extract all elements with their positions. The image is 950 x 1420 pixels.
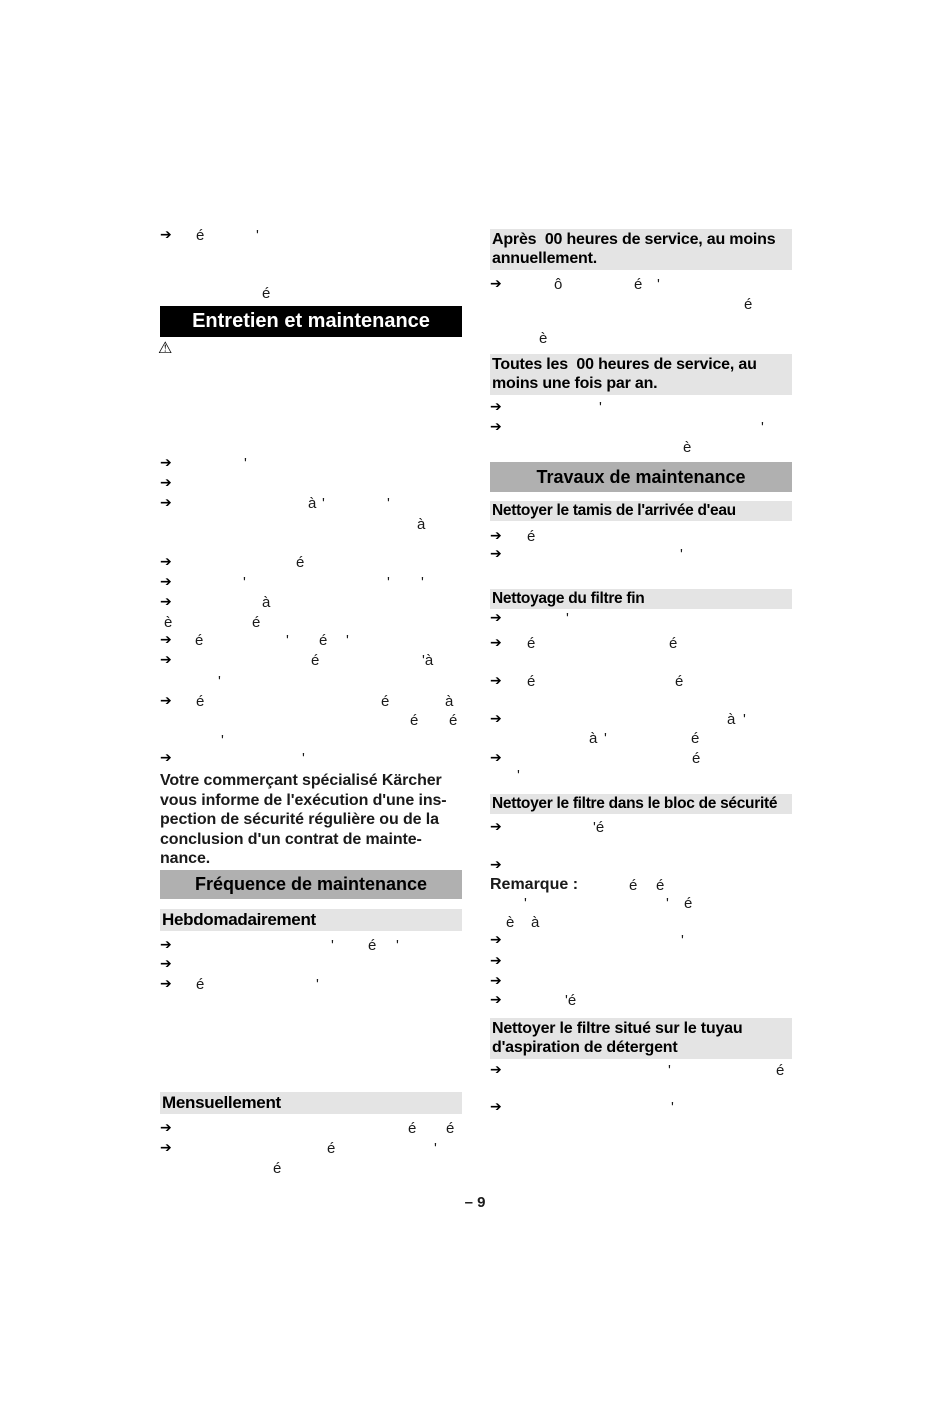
paragraph-line: pection de sécurité régulière ou de la — [160, 811, 439, 828]
arrow-bullet-icon: ➔ — [160, 652, 172, 668]
warning-icon: ⚠ — [158, 340, 173, 357]
section-header-travaux: Travaux de maintenance — [490, 462, 792, 492]
arrow-bullet-icon: ➔ — [490, 276, 502, 292]
arrow-bullet-icon: ➔ — [490, 399, 502, 415]
text-fragment: é — [656, 877, 665, 894]
paragraph-line: vous informe de l'exécution d'une ins- — [160, 791, 447, 809]
arrow-bullet-icon: ➔ — [160, 1120, 172, 1136]
text-fragment: ' — [671, 1099, 674, 1116]
text-fragment: ' — [322, 495, 325, 512]
section-header-frequence: Fréquence de maintenance — [160, 870, 462, 899]
arrow-bullet-icon: ➔ — [160, 594, 172, 610]
text-fragment: ' — [218, 673, 221, 690]
subsection-header-bloc-securite: Nettoyer le filtre dans le bloc de sécurité — [490, 794, 792, 814]
arrow-bullet-icon: ➔ — [160, 574, 172, 590]
text-fragment: é — [410, 712, 419, 729]
arrow-bullet-icon: ➔ — [490, 1099, 502, 1115]
subsection-box-line: Nettoyer le filtre situé sur le tuyau — [492, 1020, 743, 1037]
text-fragment: ' — [421, 574, 424, 591]
text-fragment: é — [311, 652, 320, 669]
text-fragment: é — [691, 730, 700, 747]
interval-box-apres — [490, 229, 792, 270]
text-fragment: é — [408, 1120, 417, 1137]
text-fragment: à — [445, 693, 454, 710]
arrow-bullet-icon: ➔ — [160, 937, 172, 953]
text-fragment: ' — [668, 1062, 671, 1079]
text-fragment: ' — [302, 750, 305, 767]
text-fragment: à — [531, 914, 540, 931]
text-fragment: é — [776, 1062, 785, 1079]
section-header-entretien: Entretien et maintenance — [160, 306, 462, 337]
text-fragment: è — [164, 614, 173, 631]
arrow-bullet-icon: ➔ — [160, 475, 172, 491]
text-fragment: é — [196, 227, 205, 244]
paragraph-line: Votre commerçant spécialisé Kärcher — [160, 772, 442, 789]
subsection-header-tamis: Nettoyer le tamis de l'arrivée d'eau — [490, 501, 792, 521]
text-fragment: é — [449, 712, 458, 729]
text-fragment: 'é — [593, 819, 605, 836]
text-fragment: ' — [387, 495, 390, 512]
text-fragment: é — [692, 750, 701, 767]
text-fragment: ' — [666, 895, 669, 912]
text-fragment: à — [308, 495, 317, 512]
interval-box-line: Après 00 heures de service, au moins — [492, 231, 776, 248]
subsection-header-hebdomadairement: Hebdomadairement — [160, 909, 462, 931]
arrow-bullet-icon: ➔ — [490, 932, 502, 948]
text-fragment: ' — [256, 227, 259, 244]
arrow-bullet-icon: ➔ — [160, 227, 172, 243]
arrow-bullet-icon: ➔ — [490, 419, 502, 435]
text-fragment: é — [273, 1160, 282, 1177]
text-fragment: é — [669, 635, 678, 652]
arrow-bullet-icon: ➔ — [490, 1062, 502, 1078]
text-fragment: ' — [286, 632, 289, 649]
text-fragment: à — [727, 711, 736, 728]
text-fragment: ' — [761, 419, 764, 436]
arrow-bullet-icon: ➔ — [160, 632, 172, 648]
text-fragment: ' — [396, 937, 399, 954]
arrow-bullet-icon: ➔ — [490, 973, 502, 989]
text-fragment: ' — [331, 937, 334, 954]
subsection-box-line: d'aspiration de détergent — [492, 1039, 678, 1056]
text-fragment: ' — [657, 276, 660, 293]
arrow-bullet-icon: ➔ — [160, 554, 172, 570]
subsection-box-tuyau — [490, 1018, 792, 1059]
text-fragment: é — [196, 976, 205, 993]
arrow-bullet-icon: ➔ — [490, 750, 502, 766]
arrow-bullet-icon: ➔ — [160, 1140, 172, 1156]
text-fragment: ô — [554, 276, 563, 293]
arrow-bullet-icon: ➔ — [160, 956, 172, 972]
text-fragment: é — [629, 877, 638, 894]
text-fragment: ' — [243, 574, 246, 591]
text-fragment: 'é — [565, 992, 577, 1009]
arrow-bullet-icon: ➔ — [490, 610, 502, 626]
text-fragment: é — [744, 296, 753, 313]
paragraph-line: conclusion d'un contrat de mainte- — [160, 830, 422, 848]
paragraph-line: nance. — [160, 850, 211, 867]
interval-box-line: Toutes les 00 heures de service, au — [492, 356, 757, 373]
text-fragment: é — [527, 528, 536, 545]
text-fragment: é — [381, 693, 390, 710]
text-fragment: 'à — [422, 652, 434, 669]
text-fragment: é — [195, 632, 204, 649]
text-fragment: ' — [316, 976, 319, 993]
text-fragment: é — [527, 635, 536, 652]
text-fragment: è — [683, 439, 692, 456]
text-fragment: ' — [680, 546, 683, 563]
text-fragment: ' — [743, 711, 746, 728]
text-fragment: ' — [681, 932, 684, 949]
arrow-bullet-icon: ➔ — [490, 857, 502, 873]
interval-box-line: moins une fois par an. — [492, 375, 658, 392]
text-fragment: à — [262, 594, 271, 611]
text-fragment: ' — [346, 632, 349, 649]
text-fragment: é — [252, 614, 261, 631]
arrow-bullet-icon: ➔ — [160, 976, 172, 992]
text-fragment: é — [684, 895, 693, 912]
arrow-bullet-icon: ➔ — [490, 711, 502, 727]
text-fragment: é — [196, 693, 205, 710]
text-fragment: ' — [434, 1140, 437, 1157]
arrow-bullet-icon: ➔ — [490, 673, 502, 689]
interval-box-line: annuellement. — [492, 250, 597, 267]
text-fragment: ' — [244, 455, 247, 472]
arrow-bullet-icon: ➔ — [160, 455, 172, 471]
arrow-bullet-icon: ➔ — [490, 528, 502, 544]
text-fragment: ' — [604, 730, 607, 747]
text-fragment: è — [539, 330, 548, 347]
arrow-bullet-icon: ➔ — [490, 635, 502, 651]
arrow-bullet-icon: ➔ — [160, 693, 172, 709]
text-fragment: ' — [599, 399, 602, 416]
arrow-bullet-icon: ➔ — [160, 750, 172, 766]
subsection-header-filtre-fin: Nettoyage du filtre fin — [490, 589, 792, 609]
text-fragment: é — [527, 673, 536, 690]
remarque-label: Remarque : — [490, 876, 579, 893]
arrow-bullet-icon: ➔ — [490, 953, 502, 969]
page-number: – 9 — [464, 1194, 486, 1211]
interval-box-toutes — [490, 354, 792, 395]
text-fragment: è — [506, 914, 515, 931]
text-fragment: é — [368, 937, 377, 954]
text-fragment: é — [634, 276, 643, 293]
text-fragment: ' — [387, 574, 390, 591]
text-fragment: ' — [517, 767, 520, 784]
text-fragment: à — [589, 730, 598, 747]
text-fragment: é — [446, 1120, 455, 1137]
text-fragment: ' — [566, 610, 569, 627]
text-fragment: é — [296, 554, 305, 571]
arrow-bullet-icon: ➔ — [490, 819, 502, 835]
text-fragment: à — [417, 516, 426, 533]
subsection-header-mensuellement: Mensuellement — [160, 1092, 462, 1114]
text-fragment: é — [327, 1140, 336, 1157]
text-fragment: é — [675, 673, 684, 690]
text-fragment: é — [262, 285, 271, 302]
arrow-bullet-icon: ➔ — [490, 992, 502, 1008]
arrow-bullet-icon: ➔ — [490, 546, 502, 562]
text-fragment: é — [319, 632, 328, 649]
text-fragment: ' — [221, 732, 224, 749]
kaercher-service-note — [160, 771, 466, 869]
text-fragment: ' — [524, 895, 527, 912]
arrow-bullet-icon: ➔ — [160, 495, 172, 511]
